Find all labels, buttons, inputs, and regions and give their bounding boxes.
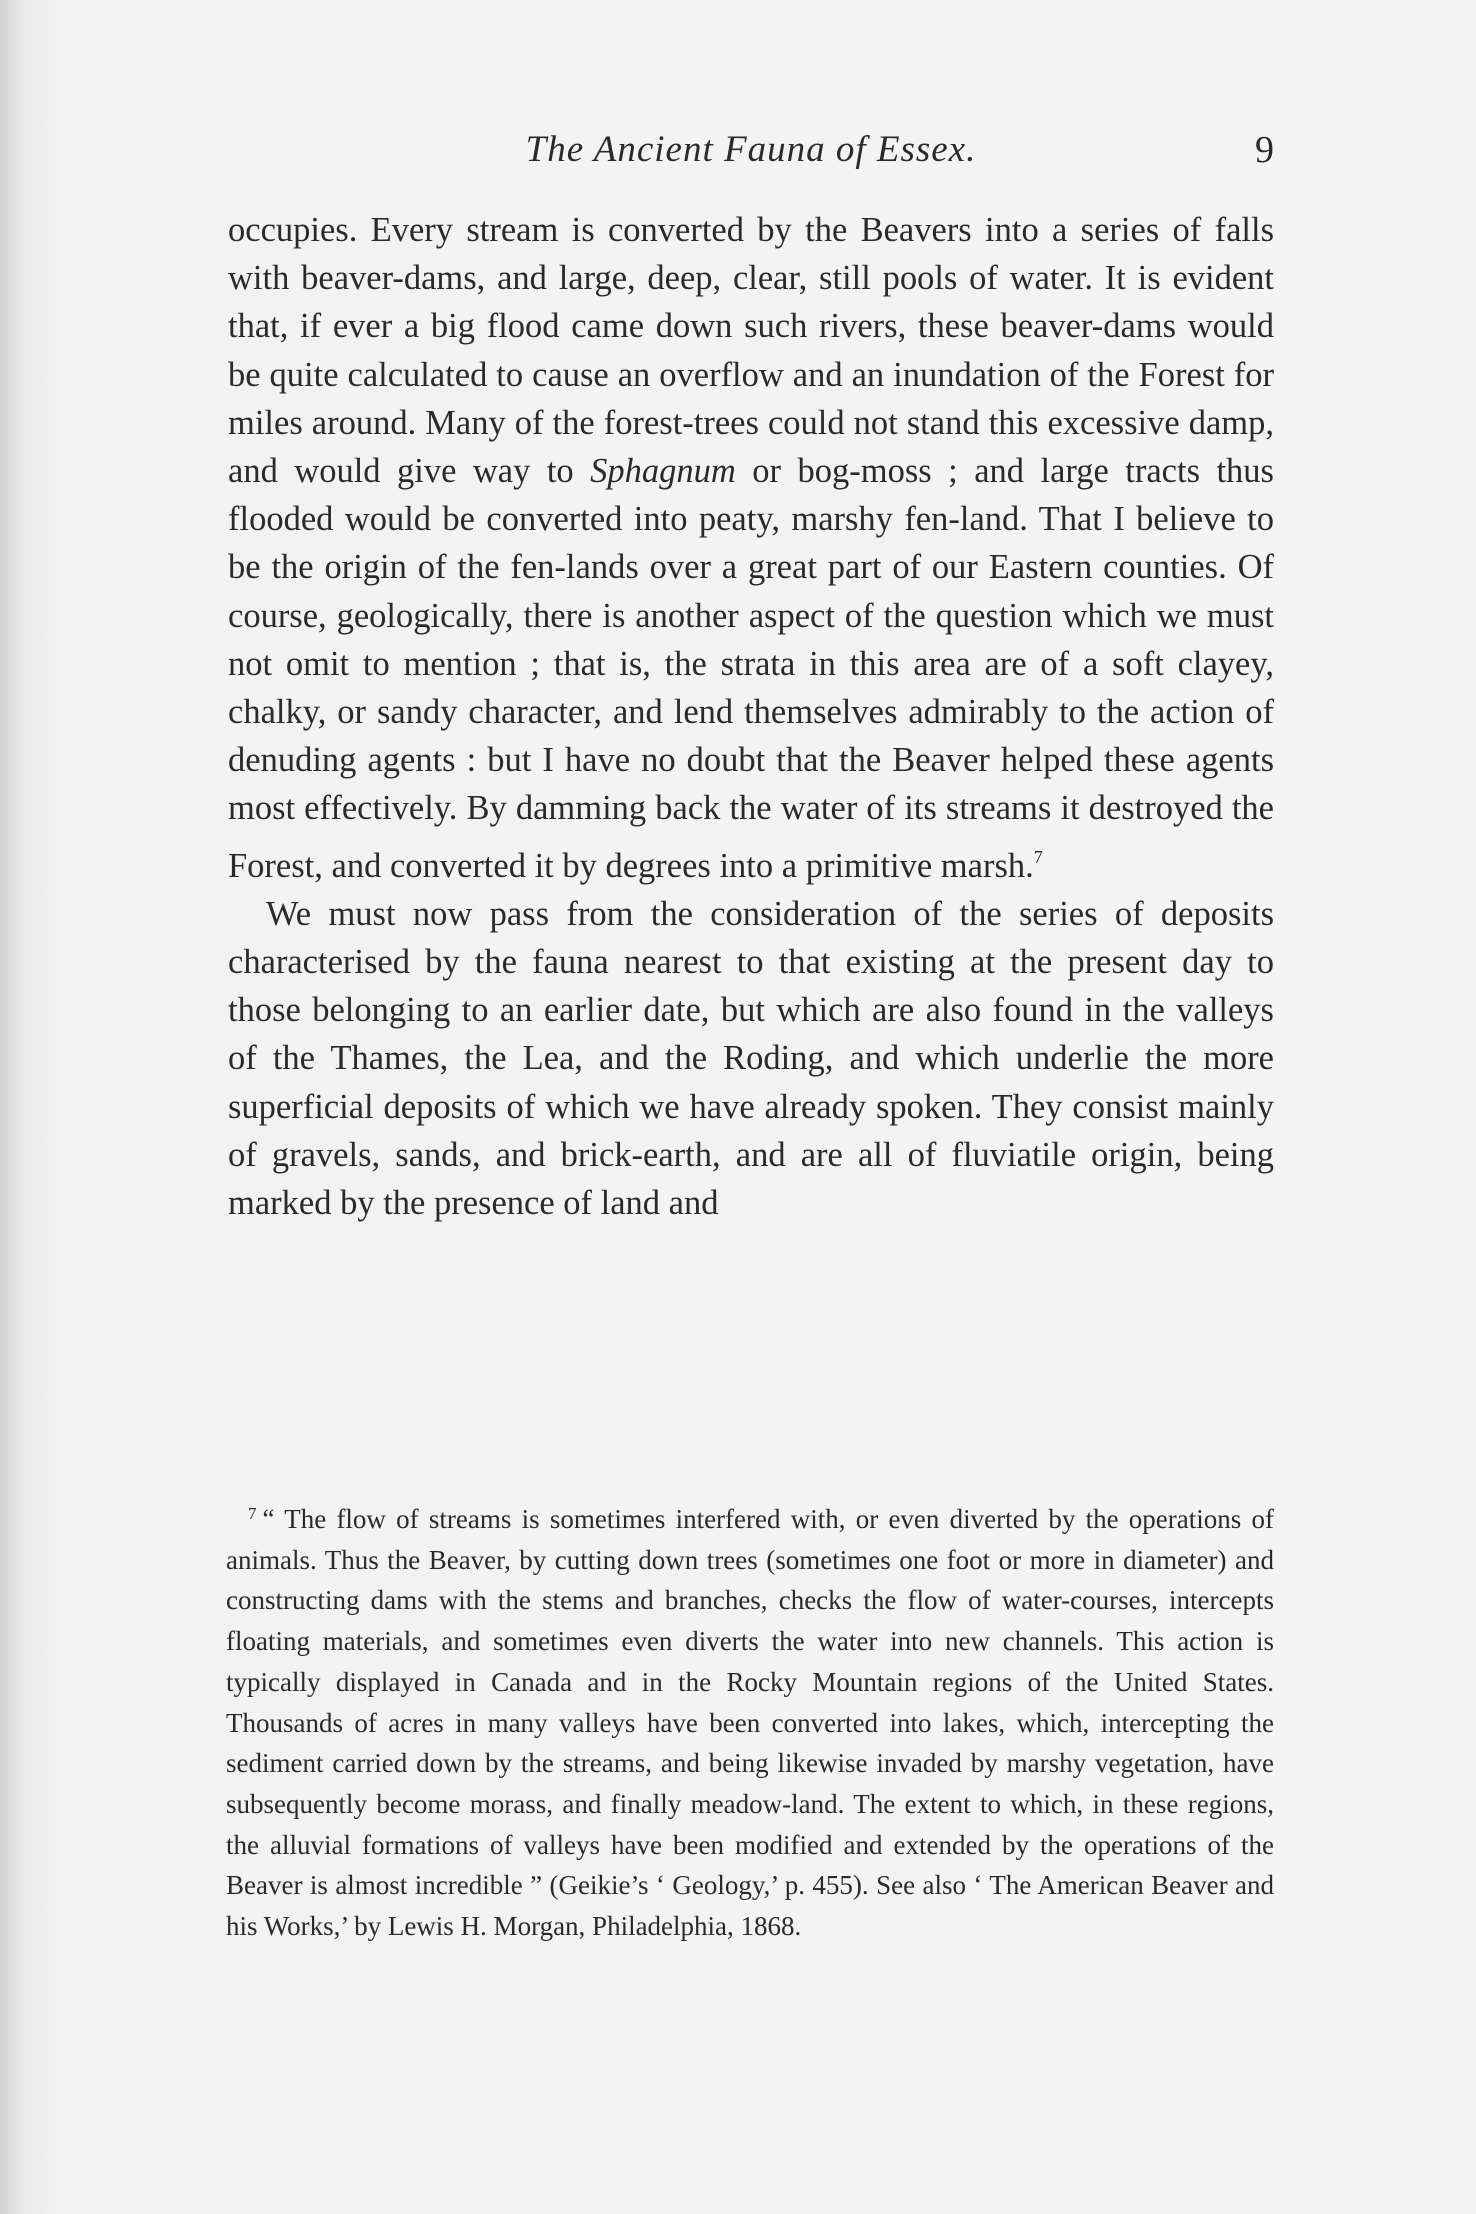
page-header [228, 128, 1274, 178]
footnote-marker: 7 [248, 1504, 257, 1523]
footnote [226, 1494, 1274, 1947]
footnote-text: “ The flow of streams is sometimes interfered with, or even diverted by the operations of animals. Thus the Beaver, by cutting down trees (sometimes one foot or more in diameter) and constructing dams with the stems and branches, checks the flow of water-courses, intercepts floating materials, and sometimes even diverts the water into new channels. This action is typically displayed in Canada and in the Rocky Mountain regions of the United States. Thousands of acres in many valleys have been converted into lakes, which, intercepting the sediment carried down by the streams, and being likewise invaded by marshy vegetation, have subsequently become morass, and finally meadow-land. The extent to which, in these regions, the alluvial formations of valleys have been modified and extended by the operations of the Beaver is almost incredible ” (Geikie’s ‘ Geology,’ p. 455). See also ‘ The American Beaver and his Works,’ by Lewis H. Morgan, Philadelphia, 1868. [226, 1504, 1274, 1942]
main-text [228, 206, 1274, 1227]
paragraph-2: We must now pass from the consideration of the series of deposits characterised by the fauna nearest to that existing at the present day to those belonging to an earlier date, but which are also found in the valleys of the Thames, the Lea, and the Roding, and which underlie the more superficial deposits of which we have already spoken. They consist mainly of gravels, sands, and brick-earth, and are all of fluviatile origin, being marked by the presence of land and [228, 894, 1274, 1223]
paragraph-1 [228, 206, 1274, 890]
footnote-reference: 7 [1033, 846, 1043, 867]
running-title: The Ancient Fauna of Essex. [525, 129, 977, 170]
page-number: 9 [1255, 129, 1274, 171]
italic-term: Sphagnum [590, 452, 736, 491]
paragraph-1-text-b: or bog-moss ; and large tracts thus flooded would be converted into peaty, marshy fen-land. That I believe to be the origin of the fen-lands over a great part of our Eastern counties. Of course, geologically, there is another aspect of the question which we must not omit to mention ; that is, the strata in this area are of a soft clayey, chalky, or sandy character, and lend themselves admirably to the action of denuding agents : but I have no doubt that the Beaver helped these agents most effectively. By damming back the water of its streams it destroyed the Forest, and converted it by degrees into a primitive marsh. [228, 452, 1274, 885]
paragraph-1-text-a: occupies. Every stream is converted by the Beavers into a series of falls with beaver-dams, and large, deep, clear, still pools of water. It is evident that, if ever a big flood came down such rivers, these beaver-dams would be quite calculated to cause an overflow and an inundation of the Forest for miles around. Many of the forest-trees could not stand this excessive damp, and would give way to [228, 211, 1274, 491]
